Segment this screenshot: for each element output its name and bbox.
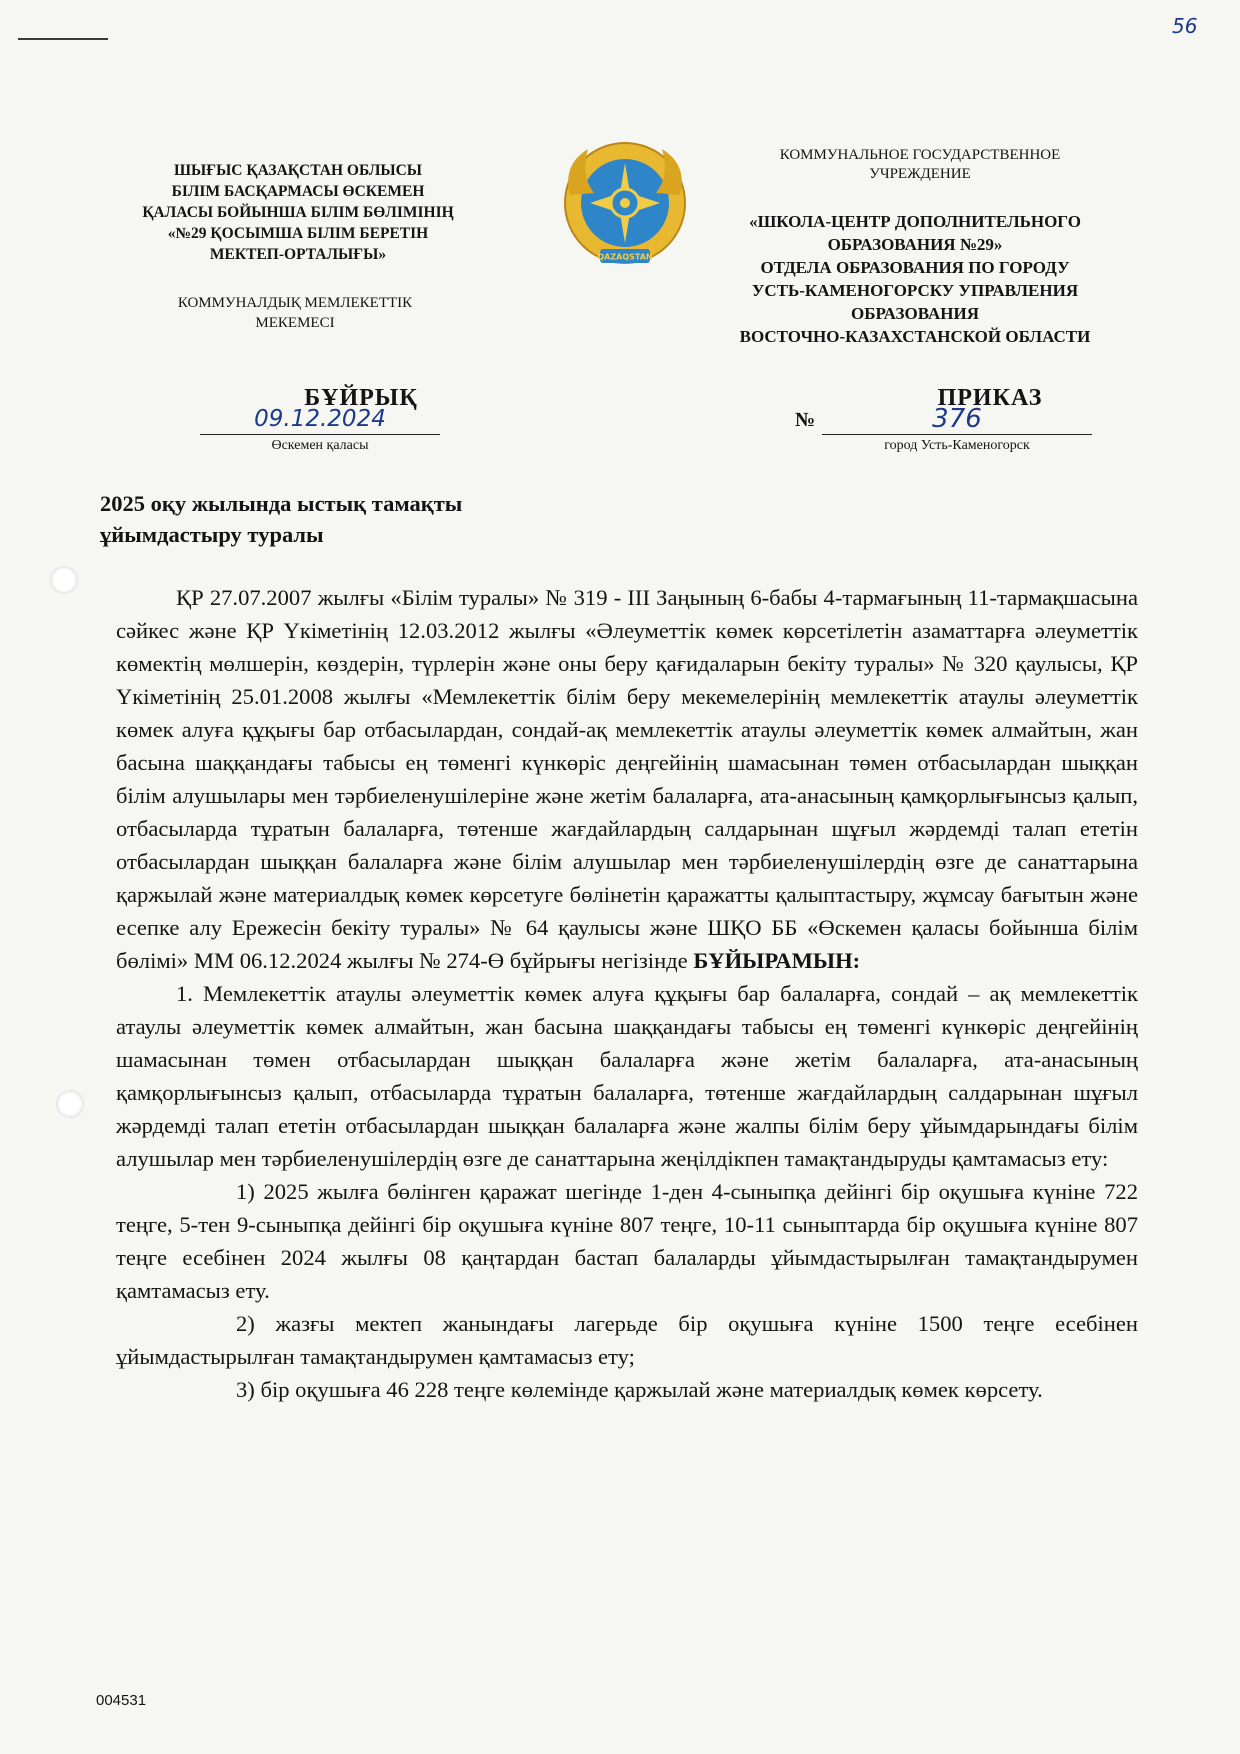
emblem-caption: QAZAQSTAN (597, 252, 653, 262)
header-line: «ШКОЛА-ЦЕНТР ДОПОЛНИТЕЛЬНОГО (749, 212, 1081, 231)
order-subject (100, 488, 660, 550)
header-right-org-type (740, 146, 1100, 184)
header-right-org-name (705, 210, 1125, 348)
preamble-text: ҚР 27.07.2007 жылғы «Білім туралы» № 319 - ІІІ Заңының 6-бабы 4-тармағының 11-тармақшасына сәйкес және ҚР Үкіметінің 12.03.2012 жылғы «Әлеуметтік көмек көрсетілетін азаматтарға әлеуметтік көмектің мөлшерін, көздерін, түрлерін және оны беру қағидаларын бекіту туралы» № 320 қаулысы, ҚР Үкіметінің 25.01.2008 жылғы «Мемлекеттік білім беру мекемелерінің мемлекеттік атаулы әлеуметтік көмек алуға құқығы бар отбасылардан, сондай-ақ мемлекеттік атаулы әлеуметтік көмек алмайтын, жан басына шаққандағы табысы ең төменгі күнкөріс деңгейінің шамасынан төмен отбасылардан шыққан білім алушылары мен тәрбиеленушілеріне және жетім балаларға, ата-анасының қамқорлығынсыз қалып, отбасыларда тұратын балаларға, төтенше жағдайлардың салдарынан шұғыл жәрдемді талап ететін отбасылардан шыққан балаларға және білім алушылар мен тәрбиеленушілердің өзге де санаттарына қаржылай және материалдық көмек көрсетуге бөлінетін қаражатты қалыптастыру, жұмсау бағытын және есепке алу Ережесін бекіту туралы» № 64 қаулысы және ШҚО ББ «Өскемен қаласы бойынша білім бөлімі» ММ 06.12.2024 жылғы № 274-Ө бұйрығы негізінде (116, 585, 1138, 973)
staple-mark (18, 38, 108, 40)
header-line: ШЫҒЫС ҚАЗАҚСТАН ОБЛЫСЫ (173, 162, 423, 179)
header-line: УЧРЕЖДЕНИЕ (869, 166, 971, 182)
header-line: ОБРАЗОВАНИЯ (851, 304, 979, 323)
order-title-ru: ПРИКАЗ (937, 385, 1043, 411)
state-emblem-icon (560, 135, 690, 275)
order-city-kz: Өскемен қаласы (271, 438, 369, 453)
order-number-handwritten: 376 (822, 404, 1092, 435)
command-word: БҰЙЫРАМЫН: (693, 948, 861, 973)
header-line: ОТДЕЛА ОБРАЗОВАНИЯ ПО ГОРОДУ (760, 258, 1070, 277)
punch-hole (56, 1090, 84, 1118)
order-title-kz: БҰЙРЫҚ (304, 385, 418, 411)
header-line: МЕКТЕП-ОРТАЛЫҒЫ» (209, 246, 387, 263)
subject-line: ұйымдастыру туралы (100, 522, 324, 547)
page-number-handwritten: 56 (1172, 14, 1198, 38)
order-number-label: № (795, 409, 816, 431)
header-line: БІЛІМ БАСҚАРМАСЫ ӨСКЕМЕН (171, 183, 425, 200)
header-line: ҚАЛАСЫ БОЙЫНША БІЛІМ БӨЛІМІНІҢ (142, 204, 454, 221)
header-line: УСТЬ-КАМЕНОГОРСКУ УПРАВЛЕНИЯ (751, 281, 1079, 300)
item-1: 1. Мемлекеттік атаулы әлеуметтік көмек алуға құқығы бар балаларға, сондай – ақ мемлекеттік атаулы әлеуметтік көмек алмайтын, жан басына шаққандағы табысы ең төменгі күнкөріс деңгейінің шамасынан төмен отбасылардан шыққан балаларға және жетім балаларға, ата-анасының қамқорлығынсыз қалып, отбасыларда тұратын балаларға, төтенше жағдайлардың салдарынан шұғыл жәрдемді талап ететін отбасылардан шыққан балаларға және жалпы білім беру ұйымдарындағы білім алушылар мен тәрбиеленушілердің өзге де санаттарына жеңілдікпен тамақтандыруды қамтамасыз ету: (116, 981, 1138, 1171)
subject-line: 2025 оқу жылында ыстық тамақты (100, 491, 463, 516)
order-date-handwritten: 09.12.2024 (200, 404, 440, 435)
header-line: МЕКЕМЕСІ (255, 315, 335, 331)
header-line: ОБРАЗОВАНИЯ №29» (827, 235, 1003, 254)
header-left-org-name (118, 160, 478, 265)
header-line: КОММУНАЛЬНОЕ ГОСУДАРСТВЕННОЕ (779, 147, 1061, 163)
header-line: ВОСТОЧНО-КАЗАХСТАНСКОЙ ОБЛАСТИ (739, 327, 1091, 346)
sub-item-2: 2) жазғы мектеп жанындағы лагерьде бір оқушыға күніне 1500 теңге есебінен ұйымдастырылған тамақтандырумен қамтамасыз ету; (116, 1311, 1138, 1369)
sub-item-3: 3) бір оқушыға 46 228 теңге көлемінде қаржылай және материалдық көмек көрсету. (236, 1377, 1043, 1402)
header-line: «№29 ҚОСЫМША БІЛІМ БЕРЕТІН (167, 225, 429, 242)
order-body (116, 581, 1138, 1406)
header-left-org-type (145, 293, 445, 333)
punch-hole (50, 566, 78, 594)
preamble-paragraph (116, 581, 1138, 977)
sub-item-1: 1) 2025 жылға бөлінген қаражат шегінде 1-ден 4-сыныпқа дейінгі бір оқушыға күніне 722 теңге, 5-тен 9-сыныпқа дейінгі бір оқушыға күніне 807 теңге, 10-11 сыныптарда бір оқушыға күніне 807 теңге есебінен 2024 жылғы 08 қаңтардан бастап балаларды ұйымдастырылған тамақтандырумен қамтамасыз ету. (116, 1179, 1138, 1303)
header-line: КОММУНАЛДЫҚ МЕМЛЕКЕТТІК (177, 295, 413, 311)
document-serial-number: 004531 (96, 1692, 147, 1709)
order-city-ru: город Усть-Каменогорск (884, 438, 1030, 453)
